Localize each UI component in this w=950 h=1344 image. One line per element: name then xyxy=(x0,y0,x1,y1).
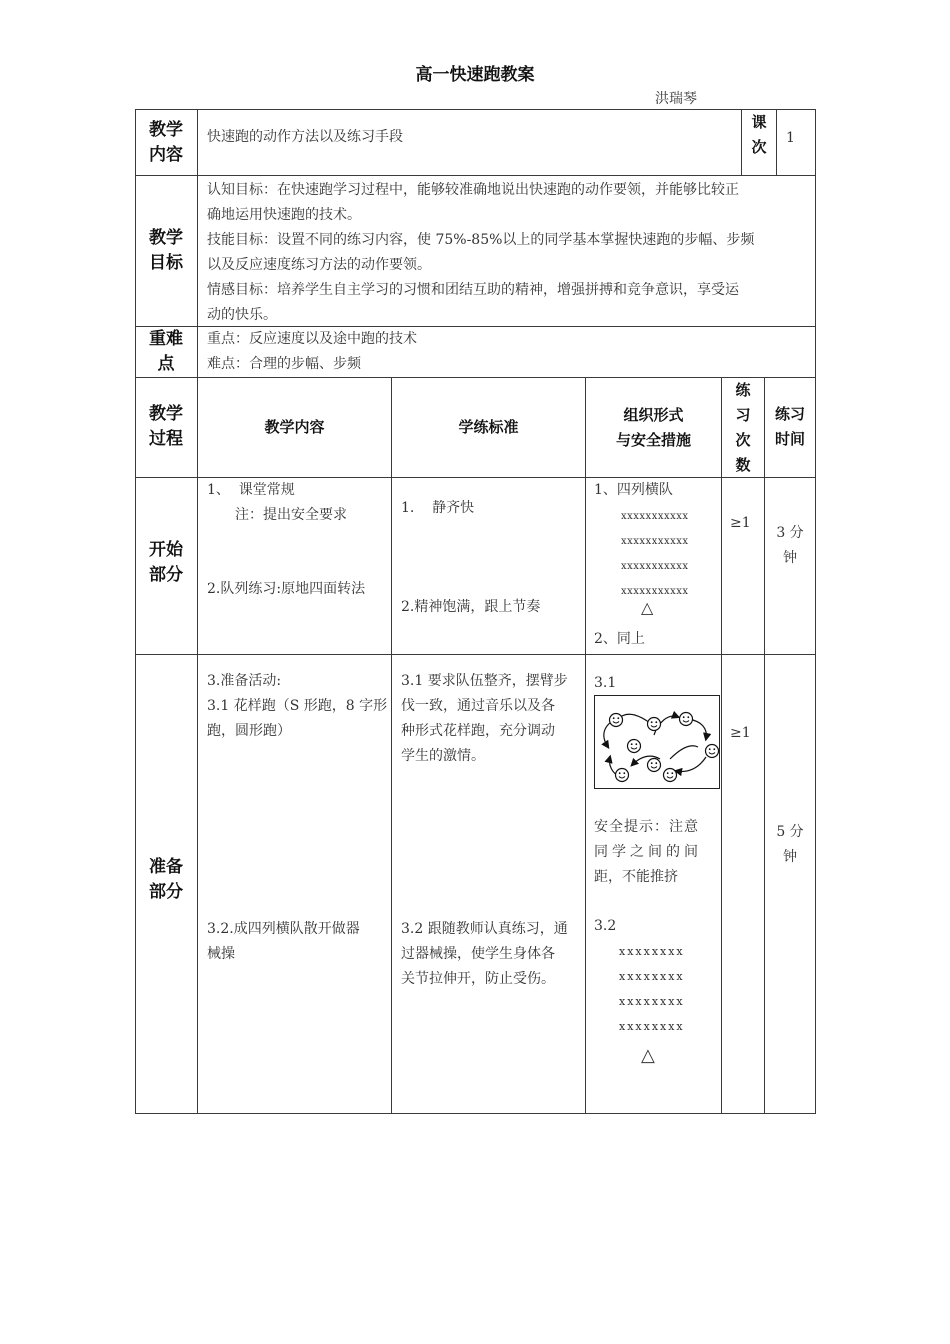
label-goals: 教学目标 xyxy=(149,228,183,273)
section-prep-time-cell xyxy=(764,654,816,1114)
fancy-run-diagram-svg xyxy=(594,695,720,789)
formation-row: xxxxxxxxxxx xyxy=(621,511,689,522)
header-content-cell xyxy=(197,377,392,478)
formation-row: xxxxxxxx xyxy=(619,970,685,983)
prep-standard-line: 关节拉伸开，防止受伤。 xyxy=(401,971,555,987)
goals-text-cell xyxy=(197,175,816,327)
header-organization-cell xyxy=(585,377,722,478)
start-org-2: 2、同上 xyxy=(594,631,645,647)
prep-content-3b: 械操 xyxy=(207,946,235,962)
author-name: 洪瑞琴 xyxy=(655,91,697,107)
lesson-value: 1 xyxy=(786,130,795,146)
goal-line: 技能目标：设置不同的练习内容，使 75%-85%以上的同学基本掌握快速跑的步幅、步频 xyxy=(207,232,755,248)
key-point: 重点：反应速度以及途中跑的技术 xyxy=(207,331,417,347)
prep-standard-line: 3.2 跟随教师认真练习，通 xyxy=(401,921,568,937)
prep-content-1: 3.准备活动: xyxy=(207,673,282,689)
goal-line: 确地运用快速跑的技术。 xyxy=(207,207,361,223)
section-start-org-cell xyxy=(585,477,722,655)
prep-time: 5 分钟 xyxy=(776,824,804,865)
content-text: 快速跑的动作方法以及练习手段 xyxy=(207,129,403,145)
header-organization-1: 组织形式 xyxy=(623,406,684,424)
start-time: 3 分钟 xyxy=(776,525,804,566)
prep-org-1-label: 3.1 xyxy=(594,675,617,691)
section-start-time-cell xyxy=(764,477,816,655)
prep-standard-line: 伐一致，通过音乐以及各 xyxy=(401,698,555,714)
formation-row: xxxxxxxx xyxy=(619,945,685,958)
start-standard-2: 2.精神饱满，跟上节奏 xyxy=(401,599,541,615)
label-key: 重难点 xyxy=(149,329,183,374)
start-reps: ≥1 xyxy=(730,515,751,531)
start-content-1: 1、 课堂常规 xyxy=(207,482,295,498)
key-text-cell xyxy=(197,326,816,378)
label-cell-goals xyxy=(135,175,198,327)
difficulty-point: 难点：合理的步幅、步频 xyxy=(207,356,361,372)
prep-standard-line: 过器械操，使学生身体各 xyxy=(401,946,555,962)
section-start-content-cell xyxy=(197,477,392,655)
goal-line: 以及反应速度练习方法的动作要领。 xyxy=(207,257,431,273)
formation-row: xxxxxxxx xyxy=(619,1020,685,1033)
header-time: 练习时间 xyxy=(774,405,805,448)
section-start-standard-cell xyxy=(391,477,586,655)
formation-row: xxxxxxxxxxx xyxy=(621,586,689,597)
section-prep-reps-cell xyxy=(721,654,765,1114)
prep-standard-line: 3.1 要求队伍整齐，摆臂步 xyxy=(401,673,568,689)
teacher-triangle-icon: △ xyxy=(641,598,654,617)
prep-standard-line: 种形式花样跑，充分调动 xyxy=(401,723,555,739)
formation-row: xxxxxxxx xyxy=(619,995,685,1008)
start-content-2: 2.队列练习:原地四面转法 xyxy=(207,581,366,597)
label-cell-content xyxy=(135,109,198,176)
prep-content-2a: 3.1 花样跑（S 形跑，8 字形 xyxy=(207,698,388,714)
start-content-note: 注：提出安全要求 xyxy=(235,507,347,523)
start-standard-1: 1. 静齐快 xyxy=(401,500,475,516)
prep-reps: ≥1 xyxy=(730,725,751,741)
header-standard-cell xyxy=(391,377,586,478)
prep-org-2-label: 3.2 xyxy=(594,918,617,934)
goal-line: 动的快乐。 xyxy=(207,307,277,323)
formation-row: xxxxxxxxxxx xyxy=(621,561,689,572)
label-content: 教学内容 xyxy=(149,120,183,165)
section-prep-content-cell xyxy=(197,654,392,1114)
goal-line: 情感目标：培养学生自主学习的习惯和团结互助的精神，增强拼搏和竞争意识，享受运 xyxy=(207,282,739,298)
safety-line: 距，不能推挤 xyxy=(594,869,678,885)
header-standard: 学练标准 xyxy=(458,418,519,436)
start-org-1: 1、四列横队 xyxy=(594,482,673,498)
prep-content-3a: 3.2.成四列横队散开做器 xyxy=(207,921,360,937)
prep-content-2b: 跑，圆形跑） xyxy=(207,723,291,739)
lesson-value-cell xyxy=(776,109,816,176)
safety-line: 安全提示：注意 xyxy=(594,819,699,835)
prep-standard-line: 学生的激情。 xyxy=(401,748,485,764)
header-organization-2: 与安全措施 xyxy=(615,431,691,449)
section-start-label: 开始部分 xyxy=(149,540,183,585)
header-process: 教学过程 xyxy=(149,404,183,449)
section-start-reps-cell xyxy=(721,477,765,655)
label-cell-key xyxy=(135,326,198,378)
lesson-label-cell xyxy=(741,109,777,176)
content-text-cell xyxy=(197,109,742,176)
document-title: 高一快速跑教案 xyxy=(415,65,535,85)
header-time-cell xyxy=(764,377,816,478)
formation-row: xxxxxxxxxxx xyxy=(621,536,689,547)
section-prep-label: 准备部分 xyxy=(149,857,183,902)
section-start-label-cell xyxy=(135,477,198,655)
teacher-triangle-icon: △ xyxy=(641,1045,655,1066)
goal-line: 认知目标：在快速跑学习过程中，能够较准确地说出快速跑的动作要领，并能够比较正 xyxy=(207,182,739,198)
header-content: 教学内容 xyxy=(264,418,325,436)
header-reps: 练习次数 xyxy=(735,381,751,474)
fancy-run-diagram xyxy=(594,695,720,789)
section-prep-org-cell xyxy=(585,654,722,1114)
section-prep-label-cell xyxy=(135,654,198,1114)
header-reps-cell xyxy=(721,377,765,478)
section-prep-standard-cell xyxy=(391,654,586,1114)
lesson-label: 课次 xyxy=(751,113,767,156)
header-process-cell xyxy=(135,377,198,478)
safety-line: 同学之间的间 xyxy=(594,844,702,860)
